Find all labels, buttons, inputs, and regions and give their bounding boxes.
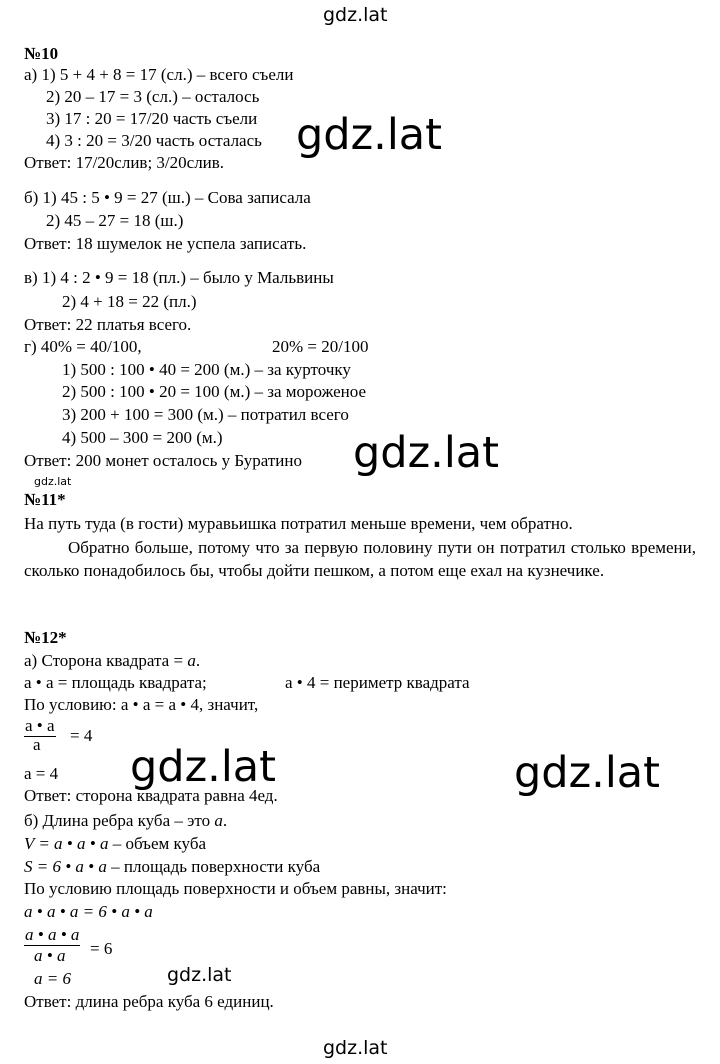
watermark-mid3: gdz.lat <box>130 742 276 792</box>
task-12b-edge-dot: . <box>222 811 228 830</box>
task-10a-step4: 4) 3 : 20 = 3/20 часть осталась <box>46 131 262 150</box>
task-12a-perimeter: а • 4 = периметр квадрата <box>285 673 470 692</box>
task-12a-fraction <box>24 716 114 758</box>
task-10v-answer: Ответ: 22 платья всего. <box>24 315 192 334</box>
task-11-heading: №11* <box>24 490 66 509</box>
task-12a-condition: По условию: а • а = а • 4, значит, <box>24 695 259 714</box>
task-10g-step1: 1) 500 : 100 • 40 = 200 (м.) – за курточку <box>62 360 351 379</box>
watermark-mid4: gdz.lat <box>167 964 232 986</box>
task-10b-answer: Ответ: 18 шумелок не успела записать. <box>24 234 307 253</box>
task-12a-side-dot: . <box>195 651 201 670</box>
task-11-line1: На путь туда (в гости) муравьишка потратил меньше времени, чем обратно. <box>24 514 573 533</box>
task-12b-result: a = 6 <box>34 969 71 988</box>
task-12a-result: а = 4 <box>24 764 59 783</box>
task-12a-fraction-numerator: а • а <box>25 716 55 735</box>
task-12b-edge <box>24 811 227 831</box>
task-12b-volume-formula: V = a • a • a <box>24 834 109 853</box>
task-10-heading: №10 <box>24 44 59 63</box>
watermark-mid1: gdz.lat <box>296 110 442 160</box>
task-10g-step2: 2) 500 : 100 • 20 = 100 (м.) – за мороженое <box>62 382 367 401</box>
task-12b-volume <box>24 834 206 854</box>
task-10g-step3: 3) 200 + 100 = 300 (м.) – потратил всего <box>62 405 349 424</box>
task-12b-surface <box>24 857 320 877</box>
task-10b-step2: 2) 45 – 27 = 18 (ш.) <box>46 211 184 230</box>
task-10g-step4: 4) 500 – 300 = 200 (м.) <box>62 428 223 447</box>
task-10b-step1: б) 1) 45 : 5 • 9 = 27 (ш.) – Сова записала <box>24 188 311 207</box>
task-12b-equation: a • a • a = 6 • a • a <box>24 902 153 921</box>
task-10g-answer: Ответ: 200 монет осталось у Буратино <box>24 451 302 470</box>
task-10v-step2: 2) 4 + 18 = 22 (пл.) <box>62 292 197 311</box>
task-12b-edge-text: б) Длина ребра куба – это <box>24 811 215 830</box>
task-12a-fraction-denominator: а <box>33 735 41 754</box>
task-12a-side <box>24 651 200 671</box>
task-10v-step1: в) 1) 4 : 2 • 9 = 18 (пл.) – было у Мальвины <box>24 268 334 287</box>
task-12a-area: а • а = площадь квадрата; <box>24 673 207 692</box>
watermark-mid2: gdz.lat <box>353 428 499 478</box>
task-12b-condition: По условию площадь поверхности и объем равны, значит: <box>24 879 447 898</box>
task-12b-surface-text: – площадь поверхности куба <box>106 857 321 876</box>
watermark-top: gdz.lat <box>323 4 388 26</box>
watermark-bottom: gdz.lat <box>323 1037 388 1059</box>
task-10a-step1: а) 1) 5 + 4 + 8 = 17 (сл.) – всего съели <box>24 65 294 84</box>
task-12b-fraction-numerator: a • a • a <box>25 925 80 944</box>
watermark-small: gdz.lat <box>34 475 72 488</box>
task-10a-step3: 3) 17 : 20 = 17/20 часть съели <box>46 109 258 128</box>
watermark-right: gdz.lat <box>514 748 660 798</box>
task-12a-answer: Ответ: сторона квадрата равна 4ед. <box>24 786 278 805</box>
task-10a-answer: Ответ: 17/20слив; 3/20слив. <box>24 153 225 172</box>
task-12b-edge-var: a <box>214 811 223 830</box>
task-10a-step2: 2) 20 – 17 = 3 (сл.) – осталось <box>46 87 260 106</box>
task-12b-answer: Ответ: длина ребра куба 6 единиц. <box>24 992 274 1011</box>
task-11-paragraph: Обратно больше, потому что за первую половину пути он потратил столько времени, сколько понадобилось бы, чтобы дойти пешком, а потом еще ехал на кузнечике. <box>24 538 696 580</box>
task-12b-fraction-result: = 6 <box>90 939 113 958</box>
task-12a-side-var: a <box>187 651 196 670</box>
task-12a-side-text: а) Сторона квадрата = <box>24 651 188 670</box>
task-12b-volume-text: – объем куба <box>108 834 207 853</box>
task-10g-percent-40: г) 40% = 40/100, <box>24 337 142 356</box>
task-12b-fraction <box>24 925 144 967</box>
task-12b-surface-formula: S = 6 • a • a <box>24 857 107 876</box>
task-10g-percent-20: 20% = 20/100 <box>272 337 369 356</box>
task-12-heading: №12* <box>24 628 67 647</box>
task-12b-fraction-denominator: a • a <box>34 946 66 965</box>
task-12a-fraction-result: = 4 <box>70 726 93 745</box>
